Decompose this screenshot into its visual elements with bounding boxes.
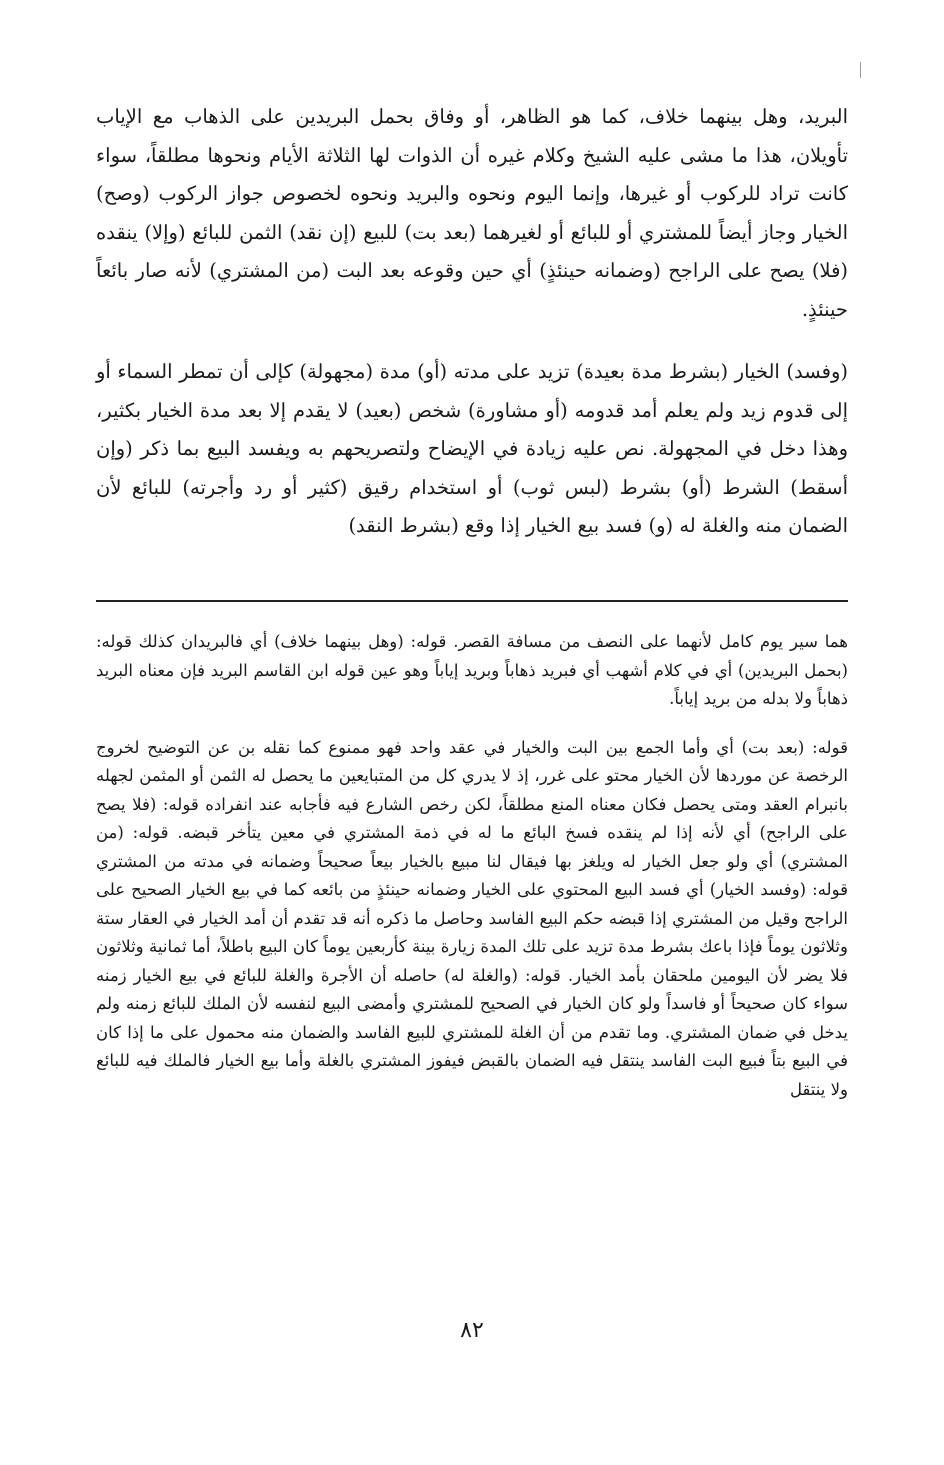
margin-mark: [860, 62, 861, 78]
main-paragraph-2: (وفسد) الخيار (بشرط مدة بعيدة) تزيد على مدته (أو) مدة (مجهولة) كإلى أن تمطر السماء أو إلى قدوم زيد ولم يعلم أمد قدومه (أو مشاورة) شخص (بعيد) لا يقدم إلا بعد مدة الخيار بكثير، وهذا دخل في المجهولة. نص عليه زيادة في الإيضاح ولتصريحهم به ويفسد البيع بما ذكر (وإن أسقط) الشرط (أو) بشرط (لبس ثوب) أو استخدام رقيق (كثير أو رد وأجرته) للبائع لأن الضمان منه والغلة له (و) فسد بيع الخيار إذا وقع (بشرط النقد): [96, 360, 848, 537]
footnote-1: هما سير يوم كامل لأنهما على النصف من مسافة القصر. قوله: (وهل بينهما خلاف) أي فالبريدان كذلك قوله: (بحمل البريدين) أي في كلام أشهب أي فبريد ذهاباً وبريد إياباً وهو عين قوله ابن القاسم البريد فإن معناه البريد ذهاباً ولا بدله من بريد إياباً.: [96, 632, 848, 708]
footnote-divider: [96, 600, 848, 602]
main-text: [96, 98, 848, 546]
footnotes: [96, 628, 848, 1104]
footnote-2: قوله: (بعد بت) أي وأما الجمع بين البت والخيار في عقد واحد فهو ممنوع كما نقله بن عن التوضيح لخروج الرخصة عن موردها لأن الخيار محتو على غرر، إذ لا يدري كل من المتبايعين ما يحصل له الثمن أو المثمن لجهله بانبرام العقد ومتى يحصل فكان معناه المنع مطلقاً، لكن رخص الشارع فيه فأجابه عند انفراده قوله: (فلا يصح على الراجح) أي لأنه إذا لم ينقده فسخ البائع ما له في ذمة المشتري في معين يتأخر قبضه. قوله: (من المشتري) أي ولو جعل الخيار له ويلغز بها فيقال لنا مبيع بالخيار بيعاً صحيحاً وضمانه في مدته من المشتري قوله: (وفسد الخيار) أي فسد البيع المحتوي على الخيار وضمانه حينئذٍ من بائعه كما في بيع الخيار الصحيح على الراجح وقيل من المشتري إذا قبضه حكم البيع الفاسد وحاصل ما ذكره أنه قد تقدم أن أمد الخيار في العقار ستة وثلاثون يوماً فإذا باعك بشرط مدة تزيد على تلك المدة زيارة بينة كأربعين يوماً كان البيع باطلاً، أما ثمانية وثلاثون فلا يضر لأن اليومين ملحقان بأمد الخيار. قوله: (والغلة له) حاصله أن الأجرة والغلة للبائع في بيع الخيار زمنه سواء كان صحيحاً أو فاسداً ولو كان الخيار في الصحيح للمشتري وأمضى البيع لنفسه لأن الملك للبائع زمنه ولم يدخل في ضمان المشتري. وما تقدم من أن الغلة للمشتري للبيع الفاسد والضمان منه محمول على ما إذا كان في البيع بتاً فبيع البت الفاسد ينتقل فيه الضمان بالقبض فيفوز المشتري بالغلة وأما بيع الخيار فالملك فيه للبائع ولا ينتقل: [96, 737, 848, 1099]
page-number: ٨٢: [460, 1318, 484, 1343]
main-paragraph-1: البريد، وهل بينهما خلاف، كما هو الظاهر، أو وفاق بحمل البريدين على الذهاب مع الإياب تأويلان، هذا ما مشى عليه الشيخ وكلام غيره أن الذوات لها الثلاثة الأيام ونحوها مطلقاً، سواء كانت تراد للركوب أو غيرها، وإنما اليوم ونحوه والبريد ونحوه لخصوص جواز الركوب (وصح) الخيار وجاز أيضاً للمشتري أو للبائع أو لغيرهما (بعد بت) للبيع (إن نقد) الثمن للبائع (وإلا) ينقده (فلا) يصح على الراجح (وضمانه حينئذٍ) أي حين وقوعه بعد البت (من المشتري) لأنه صار بائعاً حينئذٍ.: [96, 105, 848, 321]
